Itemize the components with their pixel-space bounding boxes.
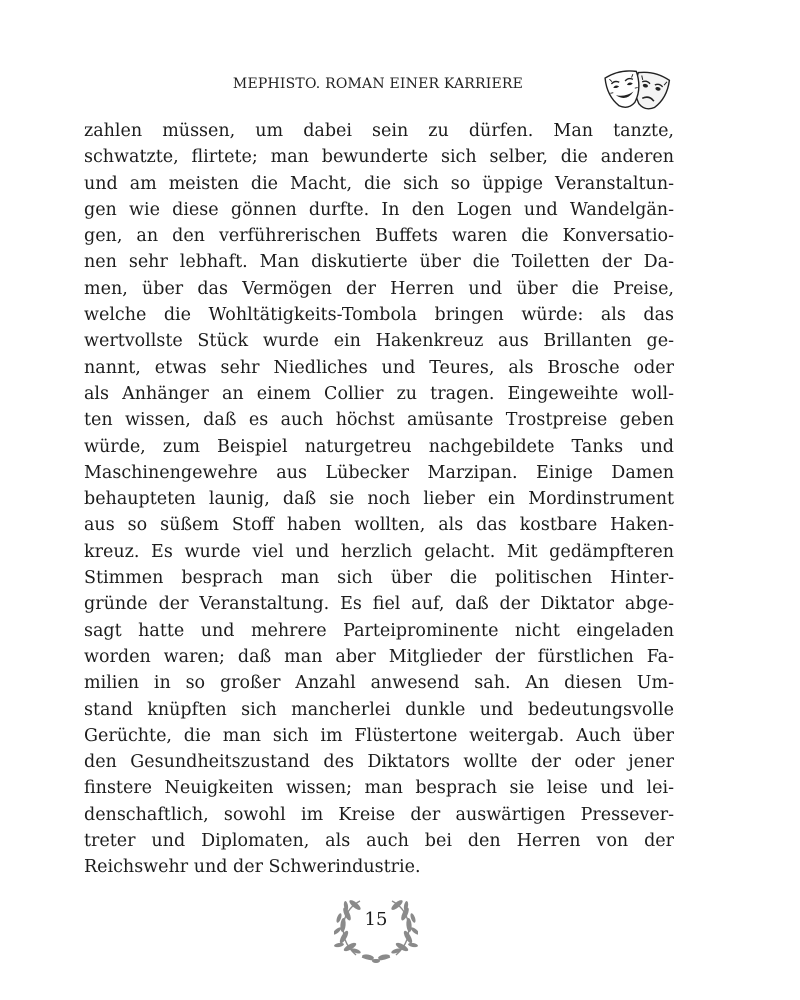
text-line: men, über das Vermögen der Herren und über die Preise, (84, 278, 674, 299)
text-line: kreuz. Es wurde viel und herzlich gelacht. Mit gedämpfteren (84, 541, 674, 562)
page-number-ornament (334, 895, 418, 965)
text-line: den Gesundheitszustand des Diktators wollte der oder jener (84, 752, 674, 773)
text-line: wertvollste Stück wurde ein Hakenkreuz aus Brillanten ge- (84, 331, 674, 352)
text-line: stand knüpften sich mancherlei dunkle und bedeutungsvolle (84, 699, 674, 720)
text-line: denschaftlich, sowohl im Kreise der auswärtigen Pressever- (84, 804, 674, 825)
text-line: aus so süßem Stoff haben wollten, als das kostbare Haken- (84, 515, 674, 536)
text-line: behaupteten launig, daß sie noch lieber ein Mordinstrument (84, 489, 674, 510)
text-line: welche die Wohltätigkeits-Tombola bringen würde: als das (84, 305, 674, 326)
text-line: Stimmen besprach man sich über die politischen Hinter- (84, 568, 674, 589)
text-line: gen, an den verführerischen Buffets waren die Konversatio- (84, 226, 674, 247)
text-line: als Anhänger an einem Collier zu tragen. Eingeweihte woll- (84, 383, 674, 404)
page-number: 15 (364, 909, 388, 930)
text-line: gründe der Veranstaltung. Es fiel auf, daß der Diktator abge- (84, 594, 674, 615)
running-head: MEPHISTO. ROMAN EINER KARRIERE (232, 76, 524, 92)
text-line: zahlen müssen, um dabei sein zu dürfen. Man tanzte, (84, 121, 674, 141)
text-line: schwatzte, flirtete; man bewunderte sich selber, die anderen (84, 147, 674, 168)
text-line: und am meisten die Macht, die sich so üppige Veranstaltun- (84, 173, 674, 194)
text-line: nen sehr lebhaft. Man diskutierte über die Toiletten der Da- (84, 252, 674, 273)
text-line: gen wie diese gönnen durfte. In den Logen und Wandelgän- (84, 199, 674, 220)
text-line: sagt hatte und mehrere Parteiprominente nicht eingeladen (84, 620, 674, 641)
text-line: Gerüchte, die man sich im Flüstertone weitergab. Auch über (84, 725, 674, 746)
text-line: nannt, etwas sehr Niedliches und Teures, als Brosche oder (84, 357, 674, 378)
text-line: Reichswehr und der Schwerindustrie. (84, 857, 421, 878)
body-text (84, 118, 674, 881)
laurel-wreath-icon (334, 895, 418, 965)
theatre-masks-icon (604, 68, 674, 116)
text-line: worden waren; daß man aber Mitglieder der fürstlichen Fa- (84, 646, 674, 667)
text-line: würde, zum Beispiel naturgetreu nachgebildete Tanks und (84, 436, 674, 457)
text-line: Maschinengewehre aus Lübecker Marzipan. Einige Damen (84, 462, 674, 483)
text-line: milien in so großer Anzahl anwesend sah. An diesen Um- (84, 673, 674, 694)
text-line: ten wissen, daß es auch höchst amüsante Trostpreise geben (84, 410, 674, 431)
text-line: finstere Neuigkeiten wissen; man besprach sie leise und lei- (84, 778, 674, 799)
text-line: treter und Diplomaten, als auch bei den Herren von der (84, 831, 674, 852)
